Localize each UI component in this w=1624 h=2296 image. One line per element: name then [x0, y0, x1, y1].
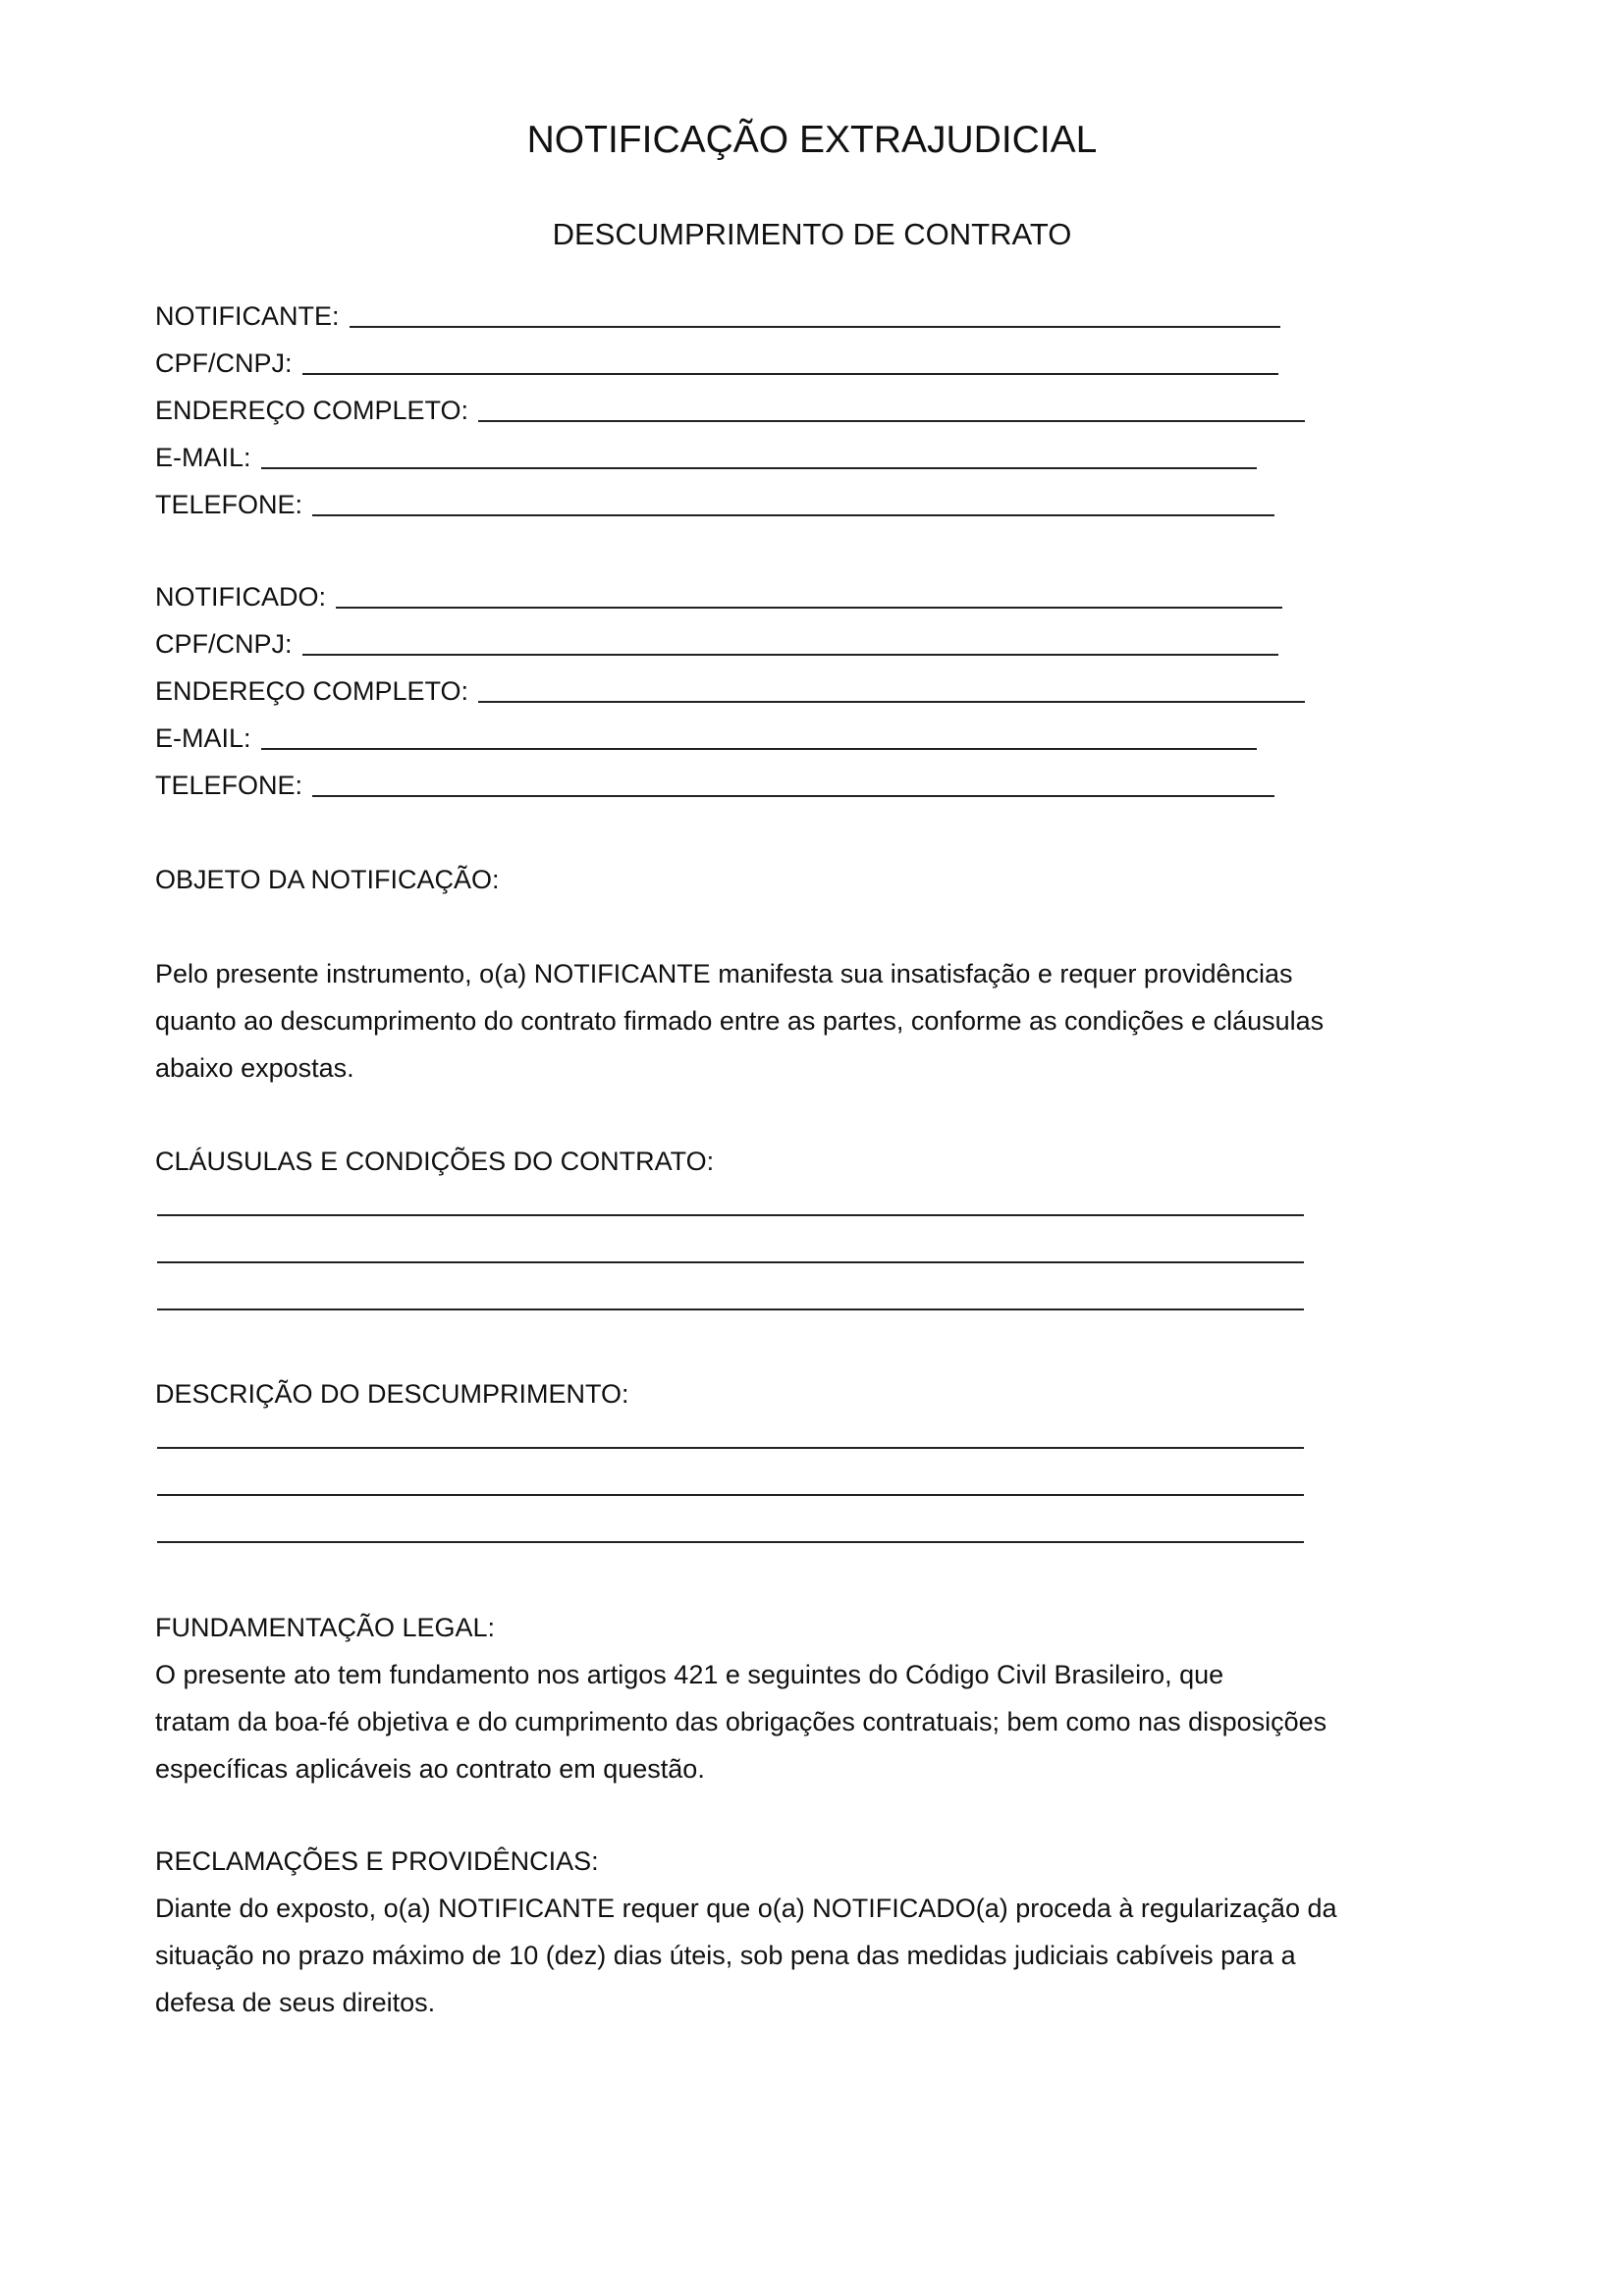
notificante-name-label: NOTIFICANTE:: [155, 301, 340, 331]
objeto-heading: OBJETO DA NOTIFICAÇÃO:: [155, 865, 500, 894]
notificante-cpf-blank[interactable]: [302, 349, 1278, 375]
descricao-blank-line[interactable]: [157, 1494, 1304, 1496]
clausulas-blank-line[interactable]: [157, 1308, 1304, 1310]
notificante-email-field[interactable]: [155, 441, 1257, 474]
notificante-phone-label: TELEFONE:: [155, 490, 303, 519]
notificante-email-label: E-MAIL:: [155, 443, 251, 472]
reclamacoes-line: situação no prazo máximo de 10 (dez) dias úteis, sob pena das medidas judiciais cabíveis para a: [155, 1941, 1296, 1970]
clausulas-blank-line[interactable]: [157, 1214, 1304, 1216]
descricao-blank-line[interactable]: [157, 1541, 1304, 1543]
notificado-phone-blank[interactable]: [312, 772, 1274, 797]
notificado-email-label: E-MAIL:: [155, 723, 251, 753]
document-title: NOTIFICAÇÃO EXTRAJUDICIAL: [526, 119, 1098, 161]
notificado-address-field[interactable]: [155, 674, 1305, 708]
notificado-cpf-blank[interactable]: [302, 630, 1278, 656]
notificado-cpf-label: CPF/CNPJ:: [155, 629, 293, 659]
notificante-phone-field[interactable]: [155, 488, 1274, 521]
reclamacoes-line: defesa de seus direitos.: [155, 1988, 436, 2017]
notificado-cpf-field[interactable]: [155, 627, 1278, 661]
notificado-name-label: NOTIFICADO:: [155, 582, 326, 612]
objeto-line: abaixo expostas.: [155, 1053, 354, 1083]
document-subtitle: DESCUMPRIMENTO DE CONTRATO: [552, 217, 1072, 251]
notificante-address-field[interactable]: [155, 394, 1305, 427]
reclamacoes-heading: RECLAMAÇÕES E PROVIDÊNCIAS:: [155, 1846, 599, 1876]
clausulas-heading: CLÁUSULAS E CONDIÇÕES DO CONTRATO:: [155, 1147, 715, 1176]
notificado-email-field[interactable]: [155, 721, 1257, 755]
notificado-address-blank[interactable]: [478, 677, 1305, 703]
notificado-phone-label: TELEFONE:: [155, 771, 303, 800]
fundamentacao-heading: FUNDAMENTAÇÃO LEGAL:: [155, 1613, 496, 1642]
clausulas-blank-line[interactable]: [157, 1261, 1304, 1263]
descricao-blank-line[interactable]: [157, 1447, 1304, 1449]
notificado-phone-field[interactable]: [155, 769, 1274, 802]
notificante-address-blank[interactable]: [478, 397, 1305, 422]
descricao-heading: DESCRIÇÃO DO DESCUMPRIMENTO:: [155, 1379, 629, 1409]
fundamentacao-paragraph: [155, 1651, 1471, 1792]
fundamentacao-line: específicas aplicáveis ao contrato em questão.: [155, 1754, 705, 1784]
notificante-name-blank[interactable]: [350, 302, 1280, 328]
notificado-email-blank[interactable]: [261, 724, 1257, 750]
reclamacoes-paragraph: [155, 1885, 1471, 2026]
notificante-email-blank[interactable]: [261, 444, 1257, 469]
notificante-name-field[interactable]: [155, 299, 1280, 333]
notificante-phone-blank[interactable]: [312, 491, 1274, 516]
objeto-line: quanto ao descumprimento do contrato firmado entre as partes, conforme as condições e cláusulas: [155, 1006, 1325, 1036]
notificante-cpf-label: CPF/CNPJ:: [155, 348, 293, 378]
fundamentacao-line: O presente ato tem fundamento nos artigos 421 e seguintes do Código Civil Brasileiro, que: [155, 1660, 1224, 1689]
fundamentacao-line: tratam da boa-fé objetiva e do cumprimento das obrigações contratuais; bem como nas disposições: [155, 1707, 1327, 1736]
reclamacoes-line: Diante do exposto, o(a) NOTIFICANTE requer que o(a) NOTIFICADO(a) proceda à regularização da: [155, 1894, 1337, 1923]
notificado-name-blank[interactable]: [336, 583, 1282, 609]
objeto-line: Pelo presente instrumento, o(a) NOTIFICANTE manifesta sua insatisfação e requer providências: [155, 959, 1293, 988]
objeto-paragraph: [155, 950, 1471, 1092]
notificado-name-field[interactable]: [155, 580, 1282, 614]
notificante-cpf-field[interactable]: [155, 347, 1278, 380]
notificado-address-label: ENDEREÇO COMPLETO:: [155, 676, 469, 706]
notificante-address-label: ENDEREÇO COMPLETO:: [155, 396, 469, 425]
